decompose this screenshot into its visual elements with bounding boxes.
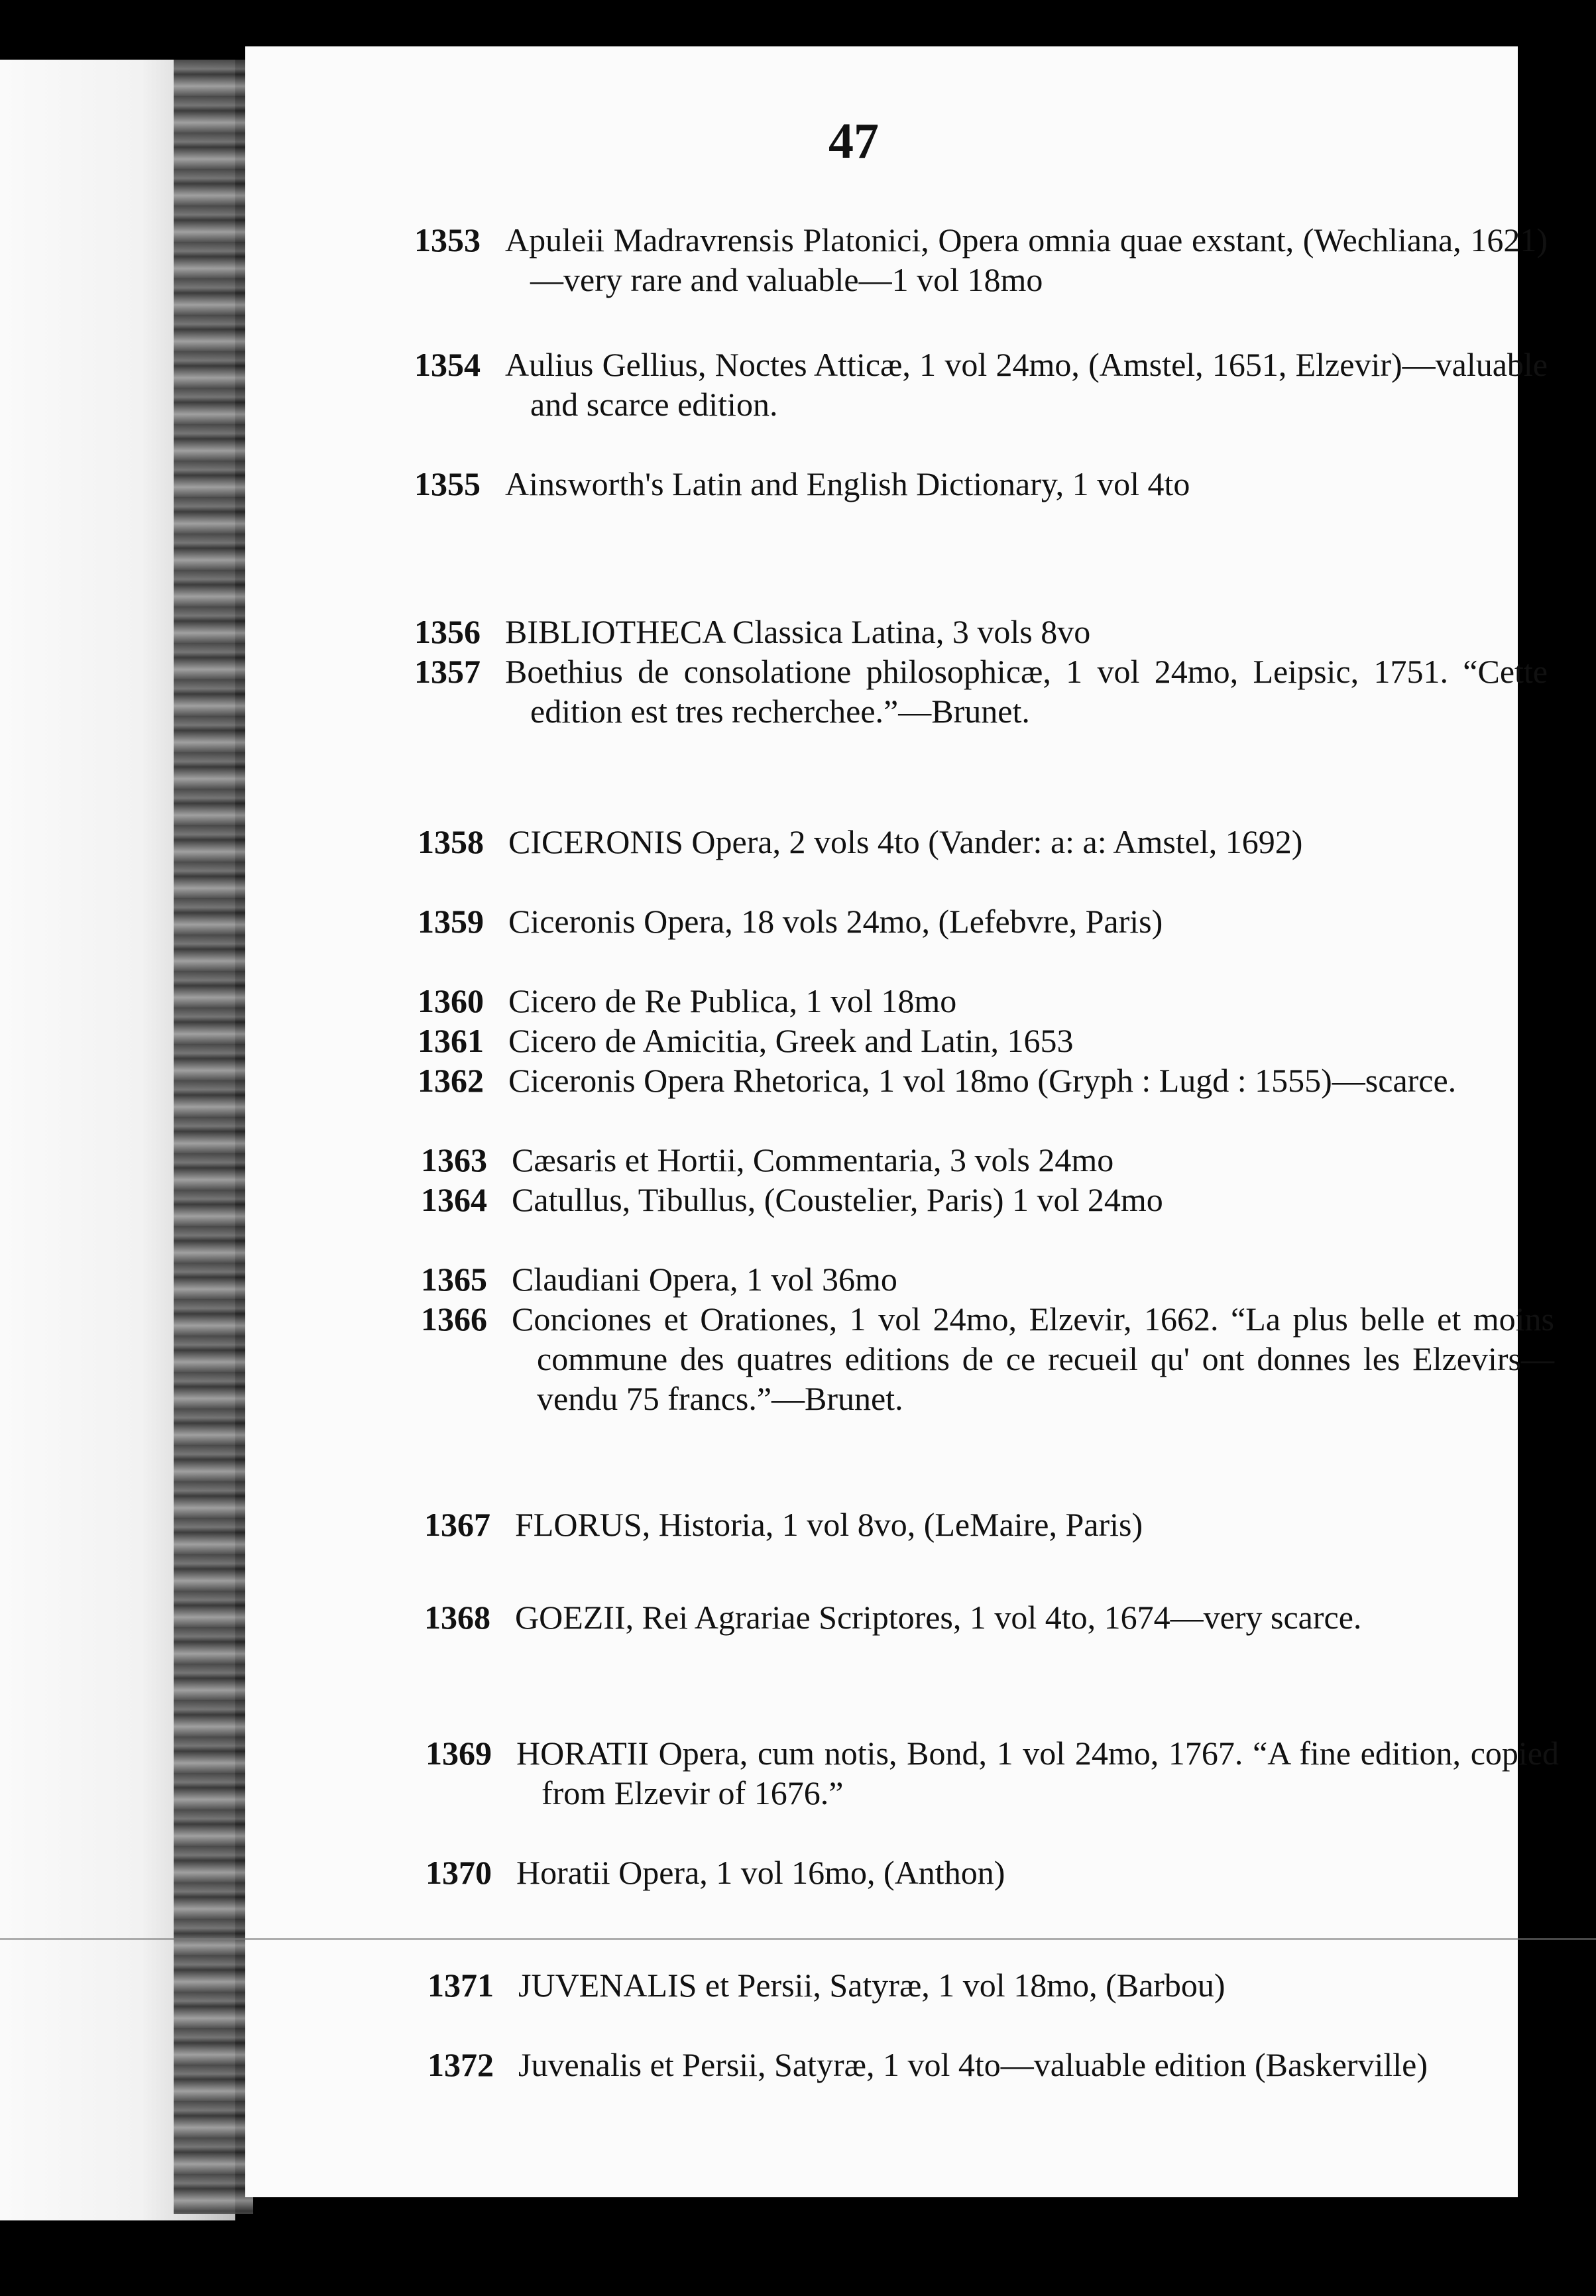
- catalog-entry: [414, 345, 1548, 424]
- entry-text: FLORUS, Historia, 1 vol 8vo, (LeMaire, Paris): [515, 1506, 1143, 1543]
- entry-text: Ciceronis Opera, 18 vols 24mo, (Lefebvre, Paris): [508, 903, 1163, 940]
- entry-number: 1370: [426, 1854, 492, 1891]
- catalog-page: [245, 46, 1559, 2197]
- entry-number: 1364: [421, 1181, 487, 1218]
- entry-text: Horatii Opera, 1 vol 16mo, (Anthon): [516, 1854, 1005, 1891]
- book-gutter: [174, 60, 253, 2214]
- entry-text: Catullus, Tibullus, (Coustelier, Paris) 1 vol 24mo: [512, 1181, 1163, 1218]
- catalog-entry: [418, 901, 1551, 941]
- entry-text: BIBLIOTHECA Classica Latina, 3 vols 8vo: [505, 613, 1091, 650]
- entry-text: Cæsaris et Hortii, Commentaria, 3 vols 24mo: [512, 1141, 1114, 1178]
- entry-text: CICERONIS Opera, 2 vols 4to (Vander: a: a: Amstel, 1692): [508, 823, 1303, 860]
- catalog-entry: [418, 981, 1551, 1021]
- entry-number: 1358: [418, 823, 484, 860]
- catalog-entry: [426, 1733, 1559, 1813]
- entry-number: 1369: [426, 1735, 492, 1772]
- catalog-entry: [421, 1259, 1554, 1299]
- entry-text: Juvenalis et Persii, Satyræ, 1 vol 4to—valuable edition (Baskerville): [518, 2046, 1428, 2083]
- catalog-entry: [421, 1299, 1554, 1418]
- entry-text: Claudiani Opera, 1 vol 36mo: [512, 1261, 897, 1298]
- entry-number: 1357: [414, 653, 481, 690]
- entry-text: GOEZII, Rei Agrariae Scriptores, 1 vol 4to, 1674—very scarce.: [515, 1599, 1362, 1636]
- entry-number: 1353: [414, 221, 481, 258]
- catalog-entry: [418, 822, 1551, 862]
- entry-text: Ciceronis Opera Rhetorica, 1 vol 18mo (Gryph : Lugd : 1555)—scarce.: [508, 1062, 1457, 1099]
- entry-number: 1368: [424, 1599, 490, 1636]
- catalog-entry: [421, 1140, 1554, 1180]
- catalog-entry: [428, 2045, 1561, 2085]
- entry-text: Conciones et Orationes, 1 vol 24mo, Elzevir, 1662. “La plus belle et moins commune des quatres editions de ce recueil qu' ont donnes les Elzevirs—vendu 75 francs.”—Brunet.: [512, 1300, 1554, 1417]
- entry-text: Cicero de Amicitia, Greek and Latin, 1653: [508, 1022, 1074, 1059]
- entry-number: 1354: [414, 346, 481, 383]
- entry-number: 1372: [428, 2046, 494, 2083]
- entry-number: 1363: [421, 1141, 487, 1178]
- entry-list: [245, 46, 1559, 2197]
- entry-number: 1371: [428, 1967, 494, 2004]
- catalog-entry: [414, 464, 1548, 504]
- entry-number: 1359: [418, 903, 484, 940]
- catalog-entry: [424, 1505, 1558, 1544]
- scan-line: [0, 1938, 1596, 1940]
- catalog-entry: [414, 652, 1548, 731]
- entry-number: 1365: [421, 1261, 487, 1298]
- entry-number: 1362: [418, 1062, 484, 1099]
- entry-text: HORATII Opera, cum notis, Bond, 1 vol 24mo, 1767. “A fine edition, copied from Elzevir of 1676.”: [516, 1735, 1559, 1811]
- entry-text: JUVENALIS et Persii, Satyræ, 1 vol 18mo, (Barbou): [518, 1967, 1226, 2004]
- entry-number: 1355: [414, 465, 481, 502]
- entry-number: 1366: [421, 1300, 487, 1338]
- catalog-entry: [421, 1180, 1554, 1220]
- catalog-entry: [426, 1853, 1559, 1892]
- catalog-entry: [418, 1061, 1551, 1100]
- entry-text: Ainsworth's Latin and English Dictionary, 1 vol 4to: [505, 465, 1190, 502]
- entry-number: 1361: [418, 1022, 484, 1059]
- entry-text: Cicero de Re Publica, 1 vol 18mo: [508, 982, 957, 1019]
- catalog-entry: [428, 1965, 1561, 2005]
- catalog-entry: [418, 1021, 1551, 1061]
- catalog-entry: [424, 1597, 1558, 1637]
- entry-text: Boethius de consolatione philosophicæ, 1 vol 24mo, Leipsic, 1751. “Cette edition est tres recherchee.”—Brunet.: [505, 653, 1548, 730]
- catalog-entry: [414, 612, 1548, 652]
- entry-number: 1360: [418, 982, 484, 1019]
- entry-number: 1356: [414, 613, 481, 650]
- catalog-entry: [414, 220, 1548, 300]
- entry-number: 1367: [424, 1506, 490, 1543]
- entry-text: Aulius Gellius, Noctes Atticæ, 1 vol 24mo, (Amstel, 1651, Elzevir)—valuable and scarce edition.: [505, 346, 1548, 423]
- entry-text: Apuleii Madravrensis Platonici, Opera omnia quae exstant, (Wechliana, 1621)—very rare and valuable—1 vol 18mo: [505, 221, 1548, 298]
- page-number: 47: [828, 113, 879, 169]
